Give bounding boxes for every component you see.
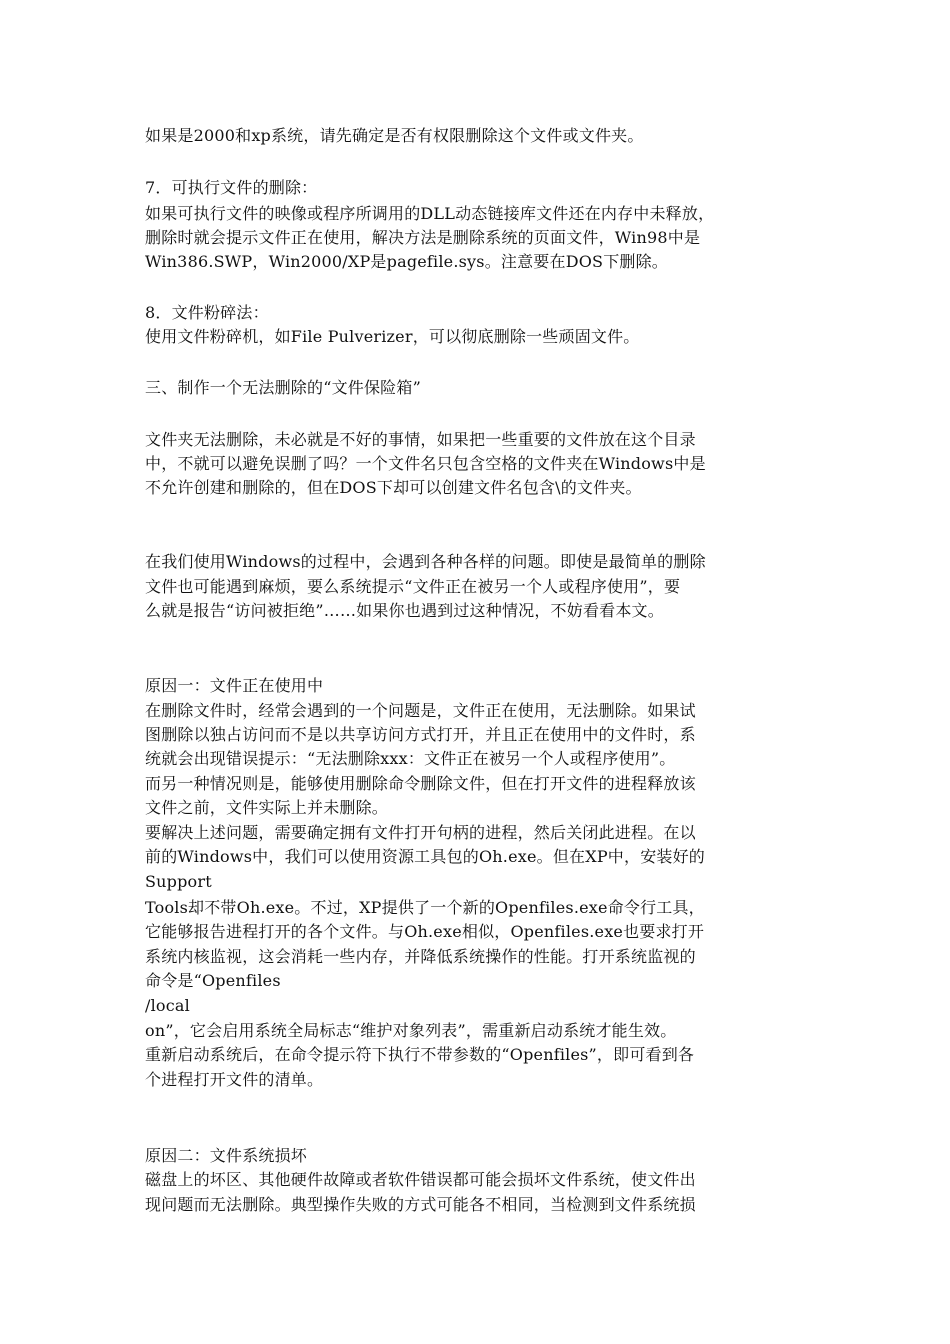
section-heading: 原因一：文件正在使用中 [145, 676, 324, 695]
text-line: 要解决上述问题，需要确定拥有文件打开句柄的进程，然后关闭此进程。在以 [145, 823, 696, 842]
text-line: 文件夹无法删除，未必就是不好的事情，如果把一些重要的文件放在这个目录 [145, 430, 696, 449]
text-line: 文件之前，文件实际上并未删除。 [145, 798, 389, 817]
text-line: 重新启动系统后，在命令提示符下执行不带参数的“Openfiles”，即可看到各 [145, 1045, 695, 1064]
text-line: 删除时就会提示文件正在使用，解决方法是删除系统的页面文件，Win98中是 [145, 228, 701, 247]
text-line: 命令是“Openfiles [145, 971, 281, 990]
text-line: 在删除文件时，经常会遇到的一个问题是，文件正在使用，无法删除。如果试 [145, 701, 696, 720]
text-line: 统就会出现错误提示：“无法删除xxx：文件正在被另一个人或程序使用”。 [145, 749, 676, 768]
text-line: 图删除以独占访问而不是以共享访问方式打开，并且正在使用中的文件时，系 [145, 725, 696, 744]
text-line: 使用文件粉碎机，如File Pulverizer，可以彻底删除一些顽固文件。 [145, 327, 640, 346]
text-line: /local [145, 996, 190, 1015]
text-line: 不允许创建和删除的，但在DOS下却可以创建文件名包含\的文件夹。 [145, 478, 642, 497]
text-line: Win386.SWP，Win2000/XP是pagefile.sys。注意要在DOS下删除。 [145, 252, 669, 271]
text-line: 在我们使用Windows的过程中，会遇到各种各样的问题。即使是最简单的删除 [145, 552, 706, 571]
section-heading: 7．可执行文件的删除： [145, 178, 318, 197]
text-line: 么就是报告“访问被拒绝”……如果你也遇到过这种情况，不妨看看本文。 [145, 601, 664, 620]
section-heading: 8．文件粉碎法： [145, 303, 269, 322]
text-line: 如果是2000和xp系统，请先确定是否有权限删除这个文件或文件夹。 [145, 126, 644, 145]
text-line: 而另一种情况则是，能够使用删除命令删除文件，但在打开文件的进程释放该 [145, 774, 696, 793]
text-line: Tools却不带Oh.exe。不过，XP提供了一个新的Openfiles.exe命令行工具， [145, 898, 705, 917]
text-line: 它能够报告进程打开的各个文件。与Oh.exe相似，Openfiles.exe也要求打开 [145, 922, 705, 941]
text-line: 如果可执行文件的映像或程序所调用的DLL动态链接库文件还在内存中未释放， [145, 204, 715, 223]
text-line: 磁盘上的坏区、其他硬件故障或者软件错误都可能会损坏文件系统，使文件出 [145, 1170, 696, 1189]
text-line: 系统内核监视，这会消耗一些内存，并降低系统操作的性能。打开系统监视的 [145, 947, 696, 966]
text-line: 前的Windows中，我们可以使用资源工具包的Oh.exe。但在XP中，安装好的 [145, 847, 705, 866]
text-line: 中，不就可以避免误删了吗？一个文件名只包含空格的文件夹在Windows中是 [145, 454, 706, 473]
text-line: 个进程打开文件的清单。 [145, 1070, 324, 1089]
text-line: 现问题而无法删除。典型操作失败的方式可能各不相同，当检测到文件系统损 [145, 1195, 696, 1214]
text-line: on”，它会启用系统全局标志“维护对象列表”，需重新启动系统才能生效。 [145, 1021, 677, 1040]
text-line: Support [145, 872, 212, 891]
section-heading: 三、制作一个无法删除的“文件保险箱” [145, 378, 421, 397]
text-line: 文件也可能遇到麻烦，要么系统提示“文件正在被另一个人或程序使用”，要 [145, 577, 681, 596]
section-heading: 原因二：文件系统损坏 [145, 1146, 308, 1165]
